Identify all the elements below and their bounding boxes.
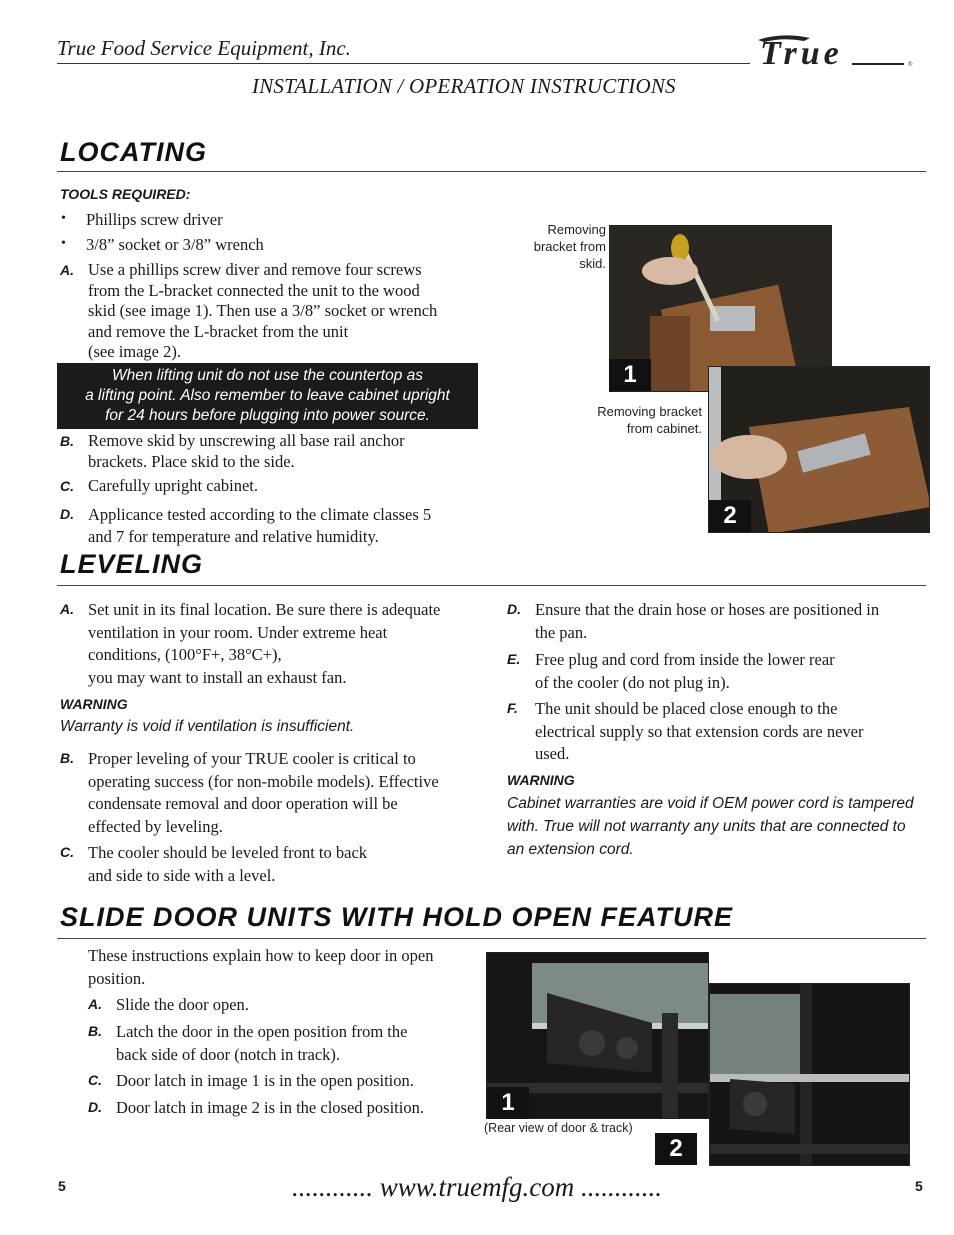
step-text: Door latch in image 1 is in the open position. [116,1071,414,1090]
page-number-left: 5 [58,1178,66,1194]
step-text: Door latch in image 2 is in the closed position. [116,1098,424,1117]
step-text: The unit should be placed close enough to the electrical supply so that extension cords are never used. [535,699,864,763]
lifting-notice: When lifting unit do not use the countertop as a lifting point. Also remember to leave cabinet upright for 24 hours before plugging into power source. [57,363,478,429]
locating-step-d [60,504,431,548]
step-label: D. [507,601,521,617]
step-label: C. [88,1072,102,1088]
locating-step-c [60,476,258,497]
warning-heading: WARNING [60,696,128,712]
header-rule [57,63,750,64]
photo-badge-2: 2 [709,500,751,532]
step-label: D. [60,506,74,522]
leveling-step-f [507,698,864,766]
slide-step-c [88,1070,414,1093]
locating-step-b [60,431,405,472]
slide-door-intro: These instructions explain how to keep door in open position. [88,946,434,988]
tool-bullet [58,235,264,256]
step-text: Ensure that the drain hose or hoses are positioned in the pan. [535,600,880,642]
step-label: A. [60,262,74,278]
website-url: ............ www.truemfg.com ............ [292,1172,662,1202]
step-label: B. [60,433,74,449]
step-text: Slide the door open. [116,995,249,1014]
locating-rule [57,171,926,172]
step-label: A. [60,601,74,617]
svg-text:®: ® [908,62,913,68]
leveling-heading: LEVELING [60,549,204,579]
tool-text: Phillips screw driver [86,210,223,229]
tool-bullet [58,210,223,231]
step-text: Free plug and cord from inside the lower rear of the cooler (do not plug in). [535,650,835,692]
door-latch-closed-illustration [710,984,910,1166]
step-text: Remove skid by unscrewing all base rail anchor brackets. Place skid to the side. [88,431,405,471]
locating-heading: LOCATING [60,137,207,167]
slide-step-a [88,994,249,1017]
svg-text:True: True [760,35,843,70]
step-text: Use a phillips screw diver and remove four screws from the L-bracket connected the unit to the wood skid (see image 1). Then use a 3/8” socket or wrench and remove the L-bracket from the unit (see image 2). [88,260,438,361]
step-text: Latch the door in the open position from the back side of door (notch in track). [116,1022,408,1064]
step-text: The cooler should be leveled front to back and side to side with a level. [88,843,368,885]
step-label: B. [60,750,74,766]
step-label: E. [507,651,521,667]
step-text: Set unit in its final location. Be sure there is adequate ventilation in your room. Under extreme heat conditions, (100°F+, 38°C+), you may want to install an exhaust fan. [88,600,441,687]
ventilation-warning: Warranty is void if ventilation is insufficient. [60,718,355,735]
bullet-glyph: • [61,211,66,226]
locating-step-a [60,260,437,363]
door-photo-caption: (Rear view of door & track) [484,1121,633,1135]
leveling-step-d [507,599,879,644]
tool-text: 3/8” socket or 3/8” wrench [86,235,264,254]
slide-door-rule [57,938,926,939]
door-photo-badge-1: 1 [487,1087,529,1119]
page-number-right: 5 [915,1178,923,1194]
warning-heading: WARNING [507,772,575,788]
leveling-step-e [507,649,835,694]
step-label: C. [60,844,74,860]
door-photo-badge-2: 2 [655,1133,697,1165]
leveling-rule [57,585,926,586]
company-name: True Food Service Equipment, Inc. [57,36,351,60]
step-text: Applicance tested according to the climate classes 5 and 7 for temperature and relative humidity. [88,505,432,546]
step-label: F. [507,700,518,716]
tools-required-heading: TOOLS REQUIRED: [60,186,191,202]
bullet-glyph: • [61,236,66,251]
step-label: A. [88,996,102,1012]
door-track-closed-photo [709,983,910,1166]
leveling-step-c [60,842,367,887]
slide-step-b [88,1021,407,1066]
leveling-step-a [60,599,440,689]
photo1-caption: Removing bracket from skid. [533,222,606,271]
step-text: Carefully upright cabinet. [88,476,258,495]
slide-step-d [88,1097,424,1120]
step-label: B. [88,1023,102,1039]
step-text: Proper leveling of your TRUE cooler is critical to operating success (for non-mobile models). Effective condensate removal and door operation will be effected by leveling. [88,749,439,836]
photo-badge-1: 1 [609,359,651,391]
step-label: D. [88,1099,102,1115]
true-logo [752,28,918,70]
step-label: C. [60,478,74,494]
photo2-caption: Removing bracket from cabinet. [597,404,702,436]
leveling-step-b [60,748,439,838]
document-subtitle: INSTALLATION / OPERATION INSTRUCTIONS [252,74,676,98]
slide-door-heading: SLIDE DOOR UNITS WITH HOLD OPEN FEATURE [60,902,733,932]
power-cord-warning: Cabinet warranties are void if OEM power cord is tampered with. True will not warranty any units that are connected to an extension cord. [507,795,914,858]
